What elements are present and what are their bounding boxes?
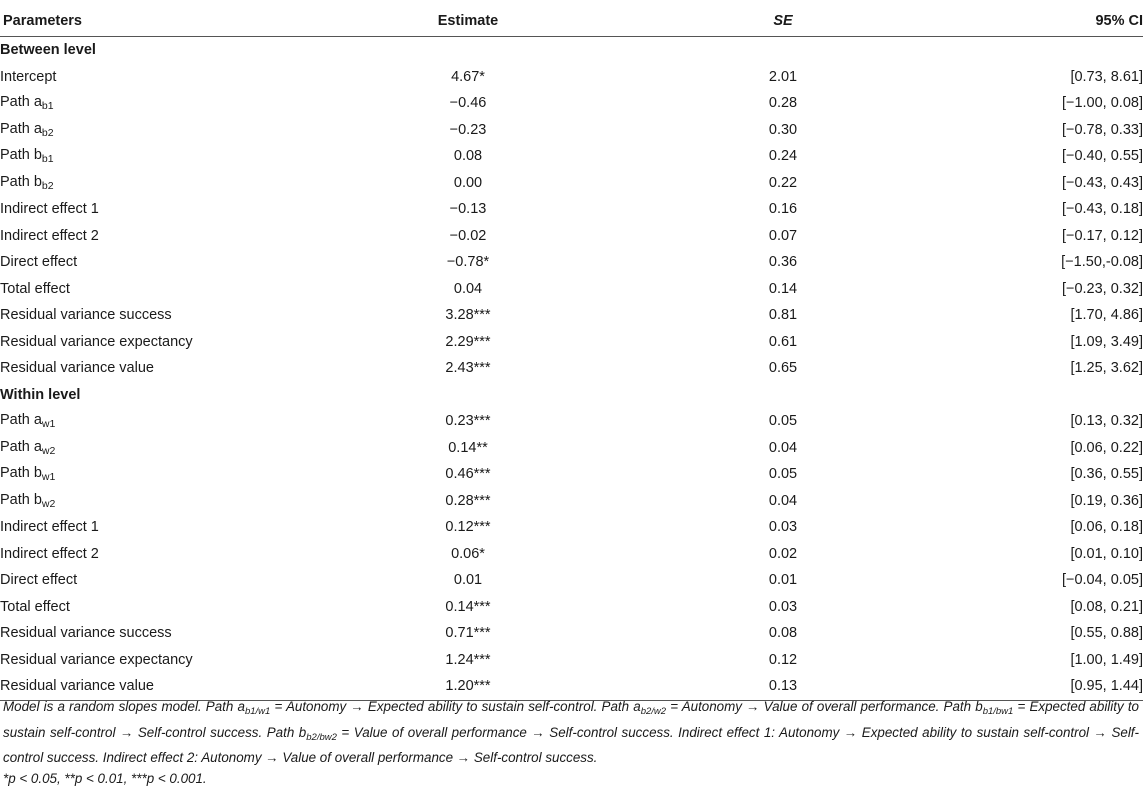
ci-cell: [−0.17, 0.12] — [1061, 227, 1143, 244]
parameter-name: Total effect — [0, 598, 70, 615]
estimate-cell: 2.43*** — [445, 360, 491, 377]
ci-cell: [0.01, 0.10] — [1070, 545, 1143, 562]
significance-note: *p < 0.05, **p < 0.01, ***p < 0.001. — [3, 770, 207, 786]
table-row — [0, 673, 1143, 700]
ci-cell: [0.06, 0.18] — [1070, 519, 1143, 536]
ci-cell: [1.09, 3.49] — [1070, 333, 1143, 350]
header-ci: 95% CI — [933, 6, 1143, 37]
header-row — [0, 6, 1143, 37]
estimate-cell: 0.01 — [453, 572, 483, 589]
header-se: SE — [633, 6, 933, 37]
ci-cell: [0.06, 0.22] — [1070, 439, 1143, 456]
se-cell: 0.24 — [768, 148, 798, 165]
table-row — [0, 620, 1143, 647]
estimate-cell: 0.14*** — [445, 598, 491, 615]
estimate-cell: 4.67* — [451, 68, 485, 85]
parameter-name: Indirect effect 1 — [0, 519, 99, 536]
parameter-name: Indirect effect 2 — [0, 545, 99, 562]
table-row — [0, 435, 1143, 462]
ci-cell: [−1.00, 0.08] — [1061, 95, 1143, 112]
estimate-cell: −0.23 — [449, 121, 487, 138]
parameter-name: Path $a_{w2}$ — [0, 438, 56, 457]
se-cell: 0.12 — [768, 651, 798, 668]
se-cell: 0.03 — [768, 519, 798, 536]
se-cell: 0.08 — [768, 625, 798, 642]
parameter-name: Residual variance value — [0, 360, 154, 377]
table-body — [0, 37, 1143, 701]
estimate-cell: 0.04 — [453, 280, 483, 297]
ci-cell: [−0.04, 0.05] — [1061, 572, 1143, 589]
table-row — [0, 117, 1143, 144]
estimate-cell: 0.71*** — [445, 625, 491, 642]
estimate-cell: 1.24*** — [445, 651, 491, 668]
parameter-name: Total effect — [0, 280, 70, 297]
parameter-name: Path $b_{b2}$ — [0, 173, 54, 192]
parameter-name: Direct effect — [0, 572, 78, 589]
se-cell: 0.22 — [768, 174, 798, 191]
section-between-level — [0, 37, 1143, 64]
se-cell: 0.04 — [768, 492, 798, 509]
estimate-cell: 0.08 — [453, 148, 483, 165]
se-cell: 0.61 — [768, 333, 798, 350]
estimate-cell: 0.06* — [451, 545, 485, 562]
se-cell: 0.14 — [768, 280, 798, 297]
table-notes — [3, 697, 1139, 789]
ci-cell: [−0.43, 0.18] — [1061, 201, 1143, 218]
table-row — [0, 488, 1143, 515]
table-row — [0, 90, 1143, 117]
table-row — [0, 249, 1143, 276]
parameter-name: Residual variance expectancy — [0, 651, 193, 668]
se-cell: 0.81 — [768, 307, 798, 324]
table-row — [0, 541, 1143, 568]
parameter-name: Direct effect — [0, 254, 78, 271]
se-cell: 0.13 — [633, 673, 933, 700]
estimate-cell: 3.28*** — [445, 307, 491, 324]
parameter-name: Path $a_{b1}$ — [0, 94, 54, 113]
parameter-name: Intercept — [0, 68, 57, 85]
se-cell: 0.36 — [768, 254, 798, 271]
section-label: Between level — [0, 42, 96, 59]
se-cell: 0.28 — [768, 95, 798, 112]
parameter-name: Residual variance expectancy — [0, 333, 193, 350]
ci-cell: [0.73, 8.61] — [1070, 68, 1143, 85]
estimate-cell: −0.78* — [446, 254, 490, 271]
table-row — [0, 302, 1143, 329]
ci-cell: [−0.78, 0.33] — [1061, 121, 1143, 138]
table-row — [0, 223, 1143, 250]
estimate-cell: 0.46*** — [445, 466, 491, 483]
parameter-name: Residual variance success — [0, 307, 172, 324]
parameter-name: Path $b_{w1}$ — [0, 465, 56, 484]
se-cell: 0.05 — [768, 466, 798, 483]
ci-cell: [1.70, 4.86] — [1070, 307, 1143, 324]
estimate-cell: 2.29*** — [445, 333, 491, 350]
header-estimate: Estimate — [303, 6, 633, 37]
ci-cell: [−0.43, 0.43] — [1061, 174, 1143, 191]
ci-cell: [0.19, 0.36] — [1070, 492, 1143, 509]
parameter-name: Residual variance success — [0, 625, 172, 642]
table-row — [0, 567, 1143, 594]
estimate-cell: −0.46 — [449, 95, 487, 112]
parameter-name: Indirect effect 1 — [0, 201, 99, 218]
parameter-name: Path $a_{w1}$ — [0, 412, 56, 431]
table-row — [0, 196, 1143, 223]
ci-cell: [−0.23, 0.32] — [1061, 280, 1143, 297]
estimate-cell: 0.14** — [448, 439, 488, 456]
parameter-name: Path $b_{w2}$ — [0, 491, 56, 510]
se-cell: 0.07 — [768, 227, 798, 244]
parameter-name: Path $a_{b2}$ — [0, 120, 54, 139]
se-cell: 0.30 — [768, 121, 798, 138]
estimate-cell: −0.02 — [449, 227, 487, 244]
ci-cell: [−0.40, 0.55] — [1061, 148, 1143, 165]
ci-cell: [0.36, 0.55] — [1070, 466, 1143, 483]
header-parameters: Parameters — [0, 6, 303, 37]
se-cell: 0.02 — [768, 545, 798, 562]
se-cell: 0.04 — [768, 439, 798, 456]
parameter-name: Residual variance value — [0, 673, 303, 700]
ci-cell: [1.00, 1.49] — [1070, 651, 1143, 668]
table-row — [0, 594, 1143, 621]
se-cell: 2.01 — [768, 68, 798, 85]
se-cell: 0.01 — [768, 572, 798, 589]
table-row — [0, 329, 1143, 356]
estimate-cell: 0.00 — [453, 174, 483, 191]
table-row — [0, 170, 1143, 197]
estimate-cell: −0.13 — [449, 201, 487, 218]
estimate-cell: 0.12*** — [445, 519, 491, 536]
estimate-cell: 0.28*** — [445, 492, 491, 509]
table-row — [0, 355, 1143, 382]
ci-cell: [−1.50,-0.08] — [1061, 254, 1143, 271]
se-cell: 0.05 — [768, 413, 798, 430]
table-row — [0, 408, 1143, 435]
ci-cell: [1.25, 3.62] — [1070, 360, 1143, 377]
section-within-level — [0, 382, 1143, 409]
se-cell: 0.03 — [768, 598, 798, 615]
se-cell: 0.16 — [768, 201, 798, 218]
ci-cell: [0.95, 1.44] — [933, 673, 1143, 700]
se-cell: 0.65 — [768, 360, 798, 377]
parameter-name: Path $b_{b1}$ — [0, 147, 54, 166]
table-row — [0, 647, 1143, 674]
section-label: Within level — [0, 386, 81, 403]
estimate-cell: 0.23*** — [445, 413, 491, 430]
table-row — [0, 514, 1143, 541]
table-row — [0, 276, 1143, 303]
table-row — [0, 64, 1143, 91]
table-row — [0, 461, 1143, 488]
ci-cell: [0.13, 0.32] — [1070, 413, 1143, 430]
ci-cell: [0.55, 0.88] — [1070, 625, 1143, 642]
ci-cell: [0.08, 0.21] — [1070, 598, 1143, 615]
parameter-name: Indirect effect 2 — [0, 227, 99, 244]
results-table — [0, 6, 1143, 701]
table-row — [0, 143, 1143, 170]
model-note: Model is a random slopes model. Path $a_{b1/w1}$ = Autonomy → Expected ability to sustain self-control. Path $a_{b2/w2}$ = Autonomy → Value of overall performance. Path $b_{b1/bw1}$ = Expected ability to sustain self-control → Self-control success. Path $b_{b2/bw2}$ = Value of overall performance → Self-control success. Indirect effect 1: Autonomy → Expected ability to sustain self-control → Self-control success. Indirect effect 2: Autonomy → Value of overall performance → Self-control success. — [3, 699, 1139, 765]
estimate-cell: 1.20*** — [303, 673, 633, 700]
